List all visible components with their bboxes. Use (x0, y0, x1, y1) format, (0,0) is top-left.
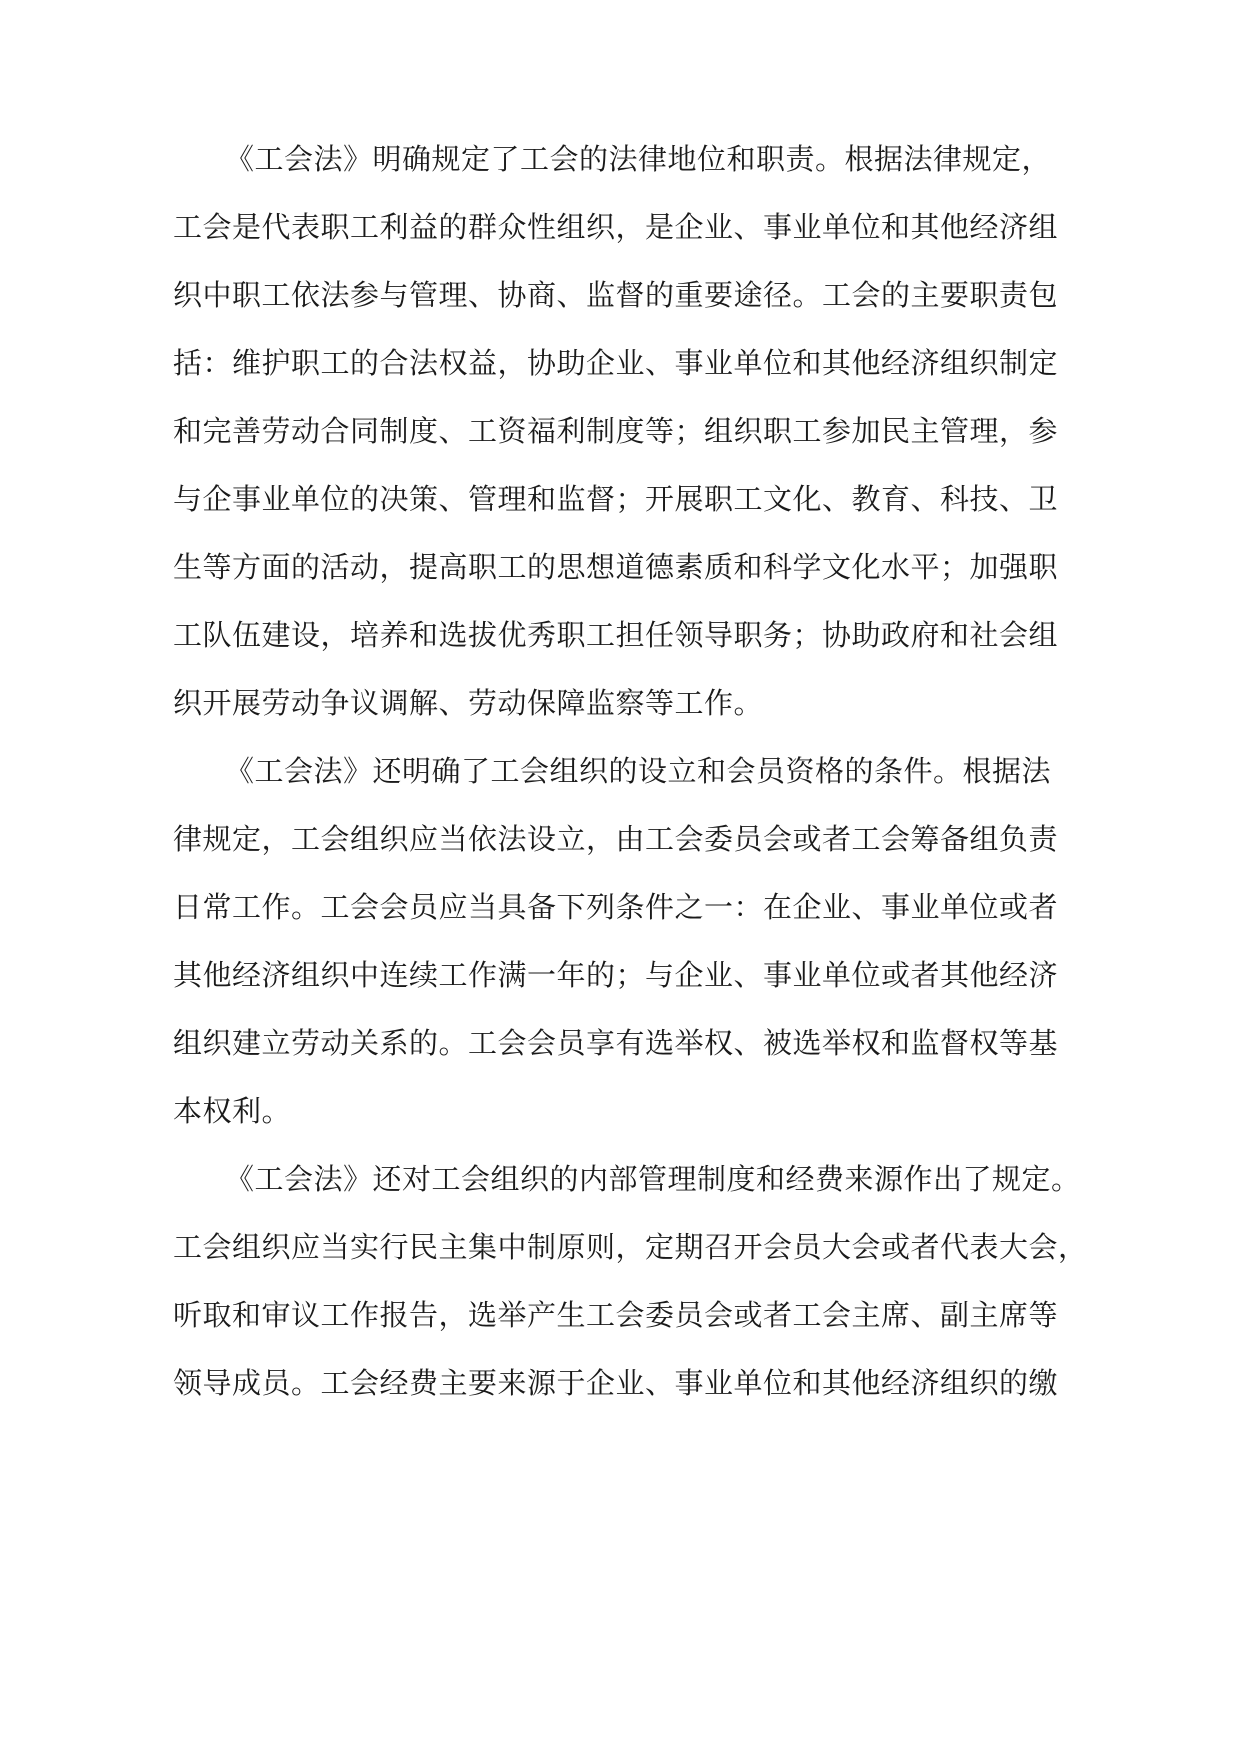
paragraph-3-line-2: 工会组织应当实行民主集中制原则，定期召开会员大会或者代表大会， (173, 1230, 1088, 1264)
paragraph-1-line-4: 括：维护职工的合法权益，协助企业、事业单位和其他经济组织制定 (173, 346, 1059, 380)
paragraph-1-line-8: 工队伍建设，培养和选拔优秀职工担任领导职务；协助政府和社会组 (173, 618, 1059, 652)
paragraph-1-line-6: 与企事业单位的决策、管理和监督；开展职工文化、教育、科技、卫 (173, 482, 1059, 516)
paragraph-2-line-1: 《工会法》还明确了工会组织的设立和会员资格的条件。根据法 (225, 754, 1052, 788)
paragraph-3-line-4: 领导成员。工会经费主要来源于企业、事业单位和其他经济组织的缴 (173, 1366, 1059, 1400)
paragraph-1-line-3: 织中职工依法参与管理、协商、监督的重要途径。工会的主要职责包 (173, 278, 1059, 312)
paragraph-3-line-3: 听取和审议工作报告，选举产生工会委员会或者工会主席、副主席等 (173, 1298, 1059, 1332)
paragraph-2-line-5: 组织建立劳动关系的。工会会员享有选举权、被选举权和监督权等基 (173, 1026, 1059, 1060)
paragraph-1-line-5: 和完善劳动合同制度、工资福利制度等；组织职工参加民主管理，参 (173, 414, 1059, 448)
paragraph-1-line-7: 生等方面的活动，提高职工的思想道德素质和科学文化水平；加强职 (173, 550, 1059, 584)
paragraph-2-line-2: 律规定，工会组织应当依法设立，由工会委员会或者工会筹备组负责 (173, 822, 1059, 856)
paragraph-2-line-4: 其他经济组织中连续工作满一年的；与企业、事业单位或者其他经济 (173, 958, 1059, 992)
paragraph-2-line-6: 本权利。 (173, 1094, 292, 1128)
paragraph-1-line-9: 织开展劳动争议调解、劳动保障监察等工作。 (173, 686, 764, 720)
paragraph-3-line-1: 《工会法》还对工会组织的内部管理制度和经费来源作出了规定。 (225, 1162, 1081, 1196)
paragraph-1-line-1: 《工会法》明确规定了工会的法律地位和职责。根据法律规定， (225, 142, 1052, 176)
paragraph-1-line-2: 工会是代表职工利益的群众性组织，是企业、事业单位和其他经济组 (173, 210, 1059, 244)
paragraph-2-line-3: 日常工作。工会会员应当具备下列条件之一：在企业、事业单位或者 (173, 890, 1059, 924)
